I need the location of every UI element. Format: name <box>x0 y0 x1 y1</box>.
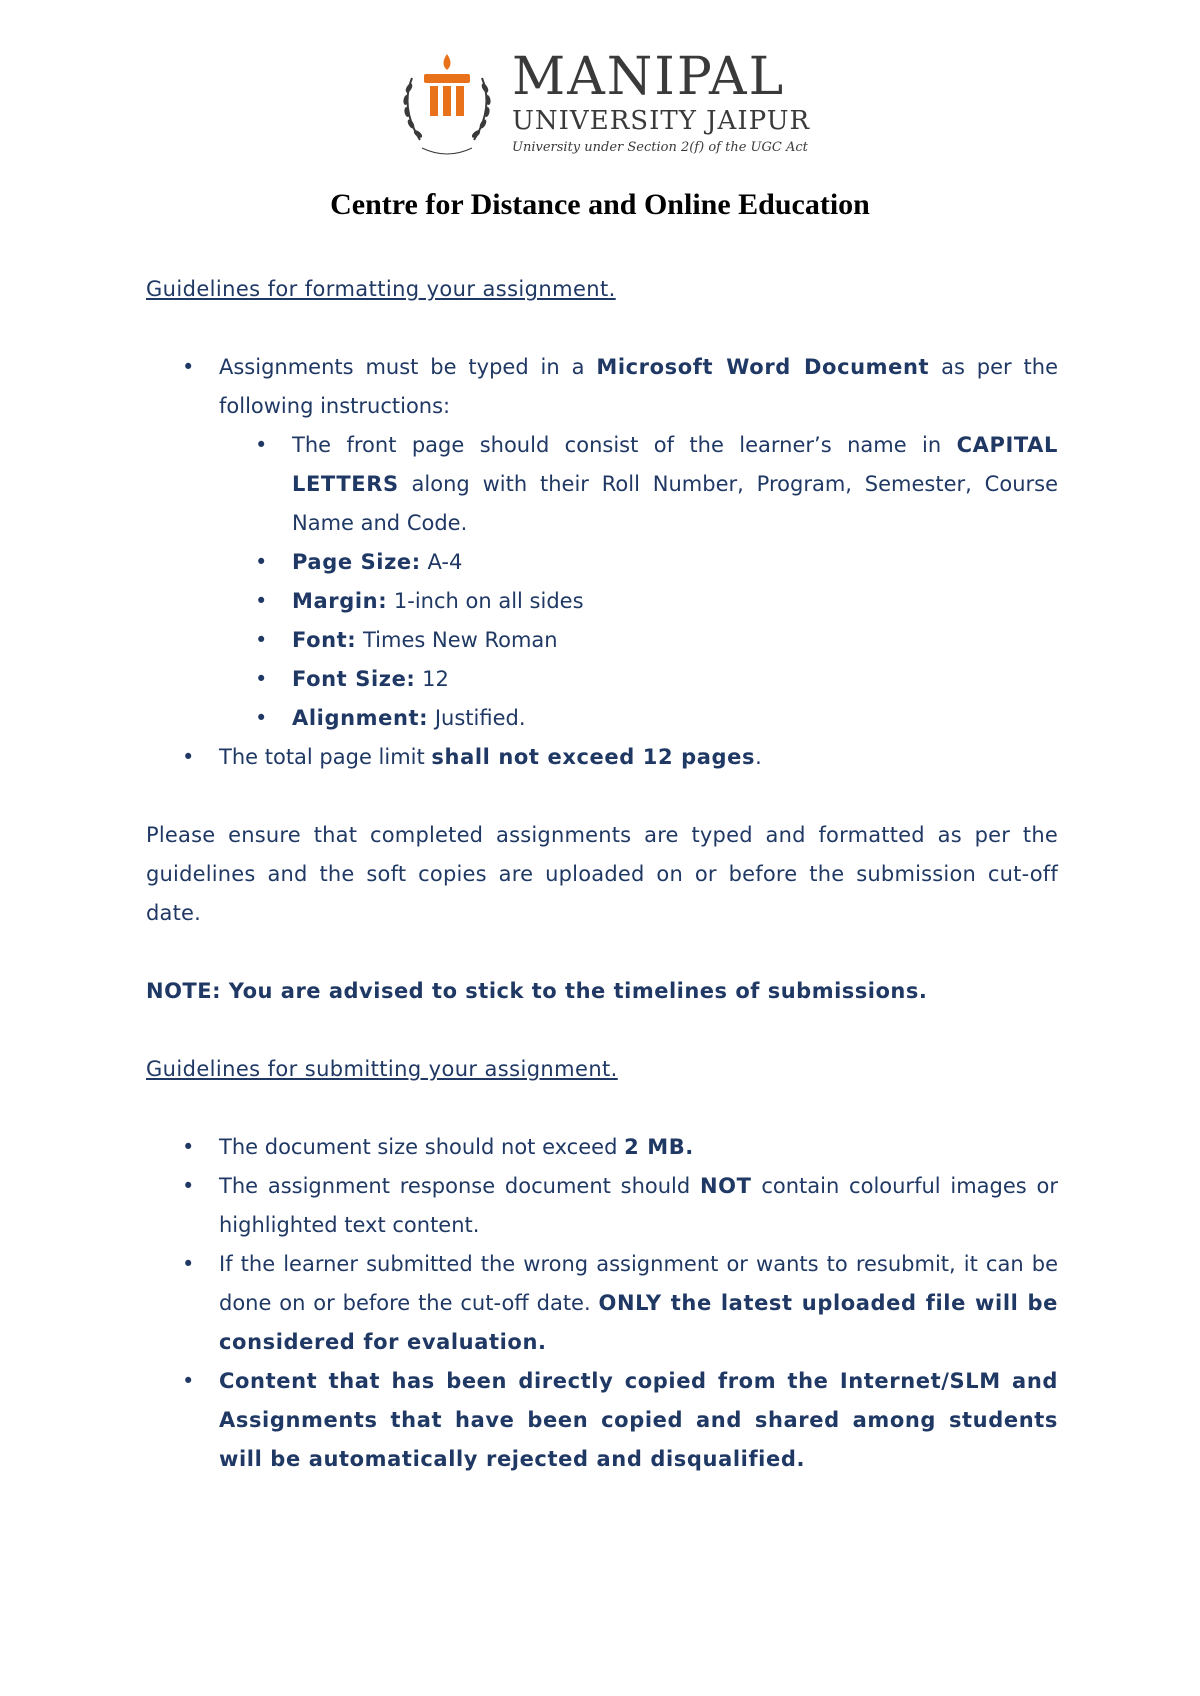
ensure-paragraph: Please ensure that completed assignments are typed and formatted as per the guidelines and the soft copies are uploaded on or before the submission cut-off date. <box>146 823 1058 925</box>
submitting-list <box>146 1128 1058 1479</box>
spec-item <box>219 543 1058 582</box>
list-item-text: . <box>755 745 762 769</box>
note-text: NOTE: You are advised to stick to the timelines of submissions. <box>146 979 928 1003</box>
formatting-list <box>146 348 1058 777</box>
list-item-text: The front page should consist of the learner’s name in <box>292 433 957 457</box>
spec-value: A-4 <box>420 550 463 574</box>
emphasis-text: 2 MB. <box>624 1135 694 1159</box>
list-item-text: as per the following instructions: <box>219 355 1059 418</box>
spec-label: Alignment: <box>292 706 429 730</box>
list-item <box>146 1362 1058 1479</box>
emphasis-text: NOT <box>699 1174 752 1198</box>
spec-label: Font: <box>292 628 357 652</box>
spec-item <box>219 660 1058 699</box>
spec-label: Page Size: <box>292 550 421 574</box>
list-item <box>146 1245 1058 1362</box>
emphasis-text: CAPITAL LETTERS <box>292 433 1058 496</box>
spec-value: Times New Roman <box>356 628 558 652</box>
list-item-text: The document size should not exceed <box>219 1135 625 1159</box>
document-body <box>146 270 1058 1479</box>
emphasis-text: ONLY the latest uploaded file will be considered for evaluation. <box>219 1291 1058 1354</box>
emphasis-text: Content that has been directly copied from the Internet/SLM and Assignments that have been copied and shared among students will be automatically rejected and disqualified. <box>219 1369 1058 1471</box>
page-title: Centre for Distance and Online Education <box>330 188 870 221</box>
university-logo <box>392 48 832 168</box>
logo-subtitle: UNIVERSITY JAIPUR <box>512 106 811 136</box>
spec-label: Font Size: <box>292 667 416 691</box>
list-item-text: The assignment response document should <box>219 1174 700 1198</box>
formatting-sublist <box>146 426 1058 738</box>
logo-name: MANIPAL <box>512 47 786 107</box>
list-item-text: The total page limit <box>219 745 432 769</box>
spec-value: 1-inch on all sides <box>387 589 584 613</box>
list-item-text: If the learner submitted the wrong assignment or wants to resubmit, it can be done on or before the cut-off date. <box>219 1252 1058 1315</box>
list-item <box>219 426 1058 543</box>
spec-item <box>219 621 1058 660</box>
submitting-heading: Guidelines for submitting your assignment. <box>146 1057 618 1081</box>
list-item-text: along with their Roll Number, Program, Semester, Course Name and Code. <box>292 472 1058 535</box>
spec-item <box>219 699 1058 738</box>
spec-value: 12 <box>415 667 449 691</box>
spec-item <box>219 582 1058 621</box>
emphasis-text: Microsoft Word Document <box>596 355 930 379</box>
list-item <box>146 1128 1058 1167</box>
list-item <box>146 738 1058 777</box>
spec-label: Margin: <box>292 589 388 613</box>
list-item <box>146 348 1058 738</box>
spec-value: Justified. <box>428 706 526 730</box>
list-item <box>146 1167 1058 1245</box>
logo-tagline: University under Section 2(f) of the UGC Act <box>512 140 808 155</box>
emphasis-text: shall not exceed 12 pages <box>431 745 756 769</box>
manipal-emblem-icon <box>392 48 502 158</box>
formatting-heading: Guidelines for formatting your assignment. <box>146 277 616 301</box>
list-item-text: contain colourful images or highlighted text content. <box>219 1174 1058 1237</box>
list-item-text: Assignments must be typed in a <box>219 355 597 379</box>
